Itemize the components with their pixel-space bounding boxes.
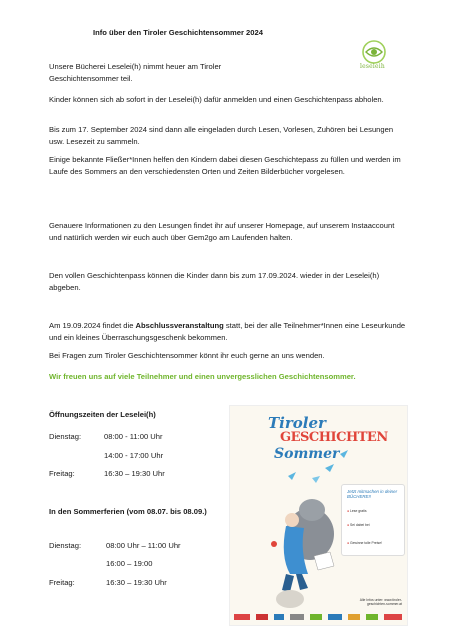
poster-title-line2: GESCHICHTEN (280, 430, 388, 445)
paragraph-information: Genauere Informationen zu den Lesungen findet ihr auf unserer Homepage, auf unserem Instaaccount und natürlich werden wir euch auch über Gem2go am Laufenden halten. (49, 221, 395, 242)
final-event-highlight: Abschlussveranstaltung (135, 321, 224, 330)
hours-time: 08:00 - 11:00 Uhr (104, 432, 163, 441)
poster-title-line1: Tiroler (268, 414, 326, 432)
paragraph-intro: Unsere Bücherei Leselei(h) nimmt heuer am Tiroler Geschichtensommer teil. (49, 62, 222, 83)
paragraph-closing: Wir freuen uns auf viele Teilnehmer und einen unvergesslichen Geschichtensommer. (49, 372, 356, 381)
poster-footer: Alle Infos unter: www.tiroler-geschichten-sommer.at (359, 598, 402, 606)
geschichtensommer-poster (229, 405, 408, 626)
hours-time: 16:30 – 19:30 Uhr (104, 469, 165, 478)
document-title: Info über den Tiroler Geschichtensommer 2024 (93, 28, 263, 37)
poster-title-line3: Sommer (274, 446, 340, 462)
summer-time: 16:30 – 19:30 Uhr (106, 578, 167, 587)
badge-title: Jetzt mitmachen in deiner BÜCHEREI! (347, 489, 398, 499)
summer-day-label: Dienstag: (49, 541, 82, 550)
sponsor-logos (234, 614, 403, 622)
paragraph-return-pass: Den vollen Geschichtenpass können die Kinder dann bis zum 17.09.2024. wieder in der Leselei(h) abgeben. (49, 271, 380, 292)
opening-hours-title: Öffnungszeiten der Leselei(h) (49, 410, 156, 419)
summer-hours-title: In den Sommerferien (vom 08.07. bis 08.09.) (49, 507, 207, 516)
paragraph-questions: Bei Fragen zum Tiroler Geschichtensommer könnt ihr euch gerne an uns wenden. (49, 351, 325, 360)
summer-time: 08:00 Uhr – 11:00 Uhr (106, 541, 181, 550)
paragraph-signup: Kinder können sich ab sofort in der Leselei(h) dafür anmelden und einen Geschichtenpass abholen. (49, 95, 384, 104)
paragraph-final-event: Am 19.09.2024 findet die Abschlussveranstaltung statt, bei der alle Teilnehmer*Innen eine Leseurkunde und ein kleines Überraschungsgeschenk bekommen. (49, 321, 406, 342)
badge-item: ● Gewinne tolle Preise! (347, 541, 383, 545)
logo-wordmark: leseleih (360, 63, 385, 70)
hours-day-label: Dienstag: (49, 432, 82, 441)
paragraph-deadline: Bis zum 17. September 2024 sind dann alle eingeladen durch Lesen, Vorlesen, Zuhören bei Lesungen usw. Lesezeit zu sammeln. (49, 125, 394, 146)
hours-time: 14:00 - 17:00 Uhr (104, 451, 164, 460)
summer-time: 16:00 – 19:00 (106, 559, 153, 568)
badge-item: ● Lese gratis (347, 509, 367, 513)
poster-info-badge (341, 484, 405, 556)
summer-day-label: Freitag: (49, 578, 75, 587)
paragraph-readers: Einige bekannte Fließer*Innen helfen den Kindern dabei diesen Geschichtepass zu füllen und werden im Laufe des Sommers an den verschiedensten Orten und Zeiten Bilderbücher vorgelesen. (49, 155, 401, 176)
hours-day-label: Freitag: (49, 469, 75, 478)
badge-item: ● Sei dabei bei (347, 523, 370, 527)
